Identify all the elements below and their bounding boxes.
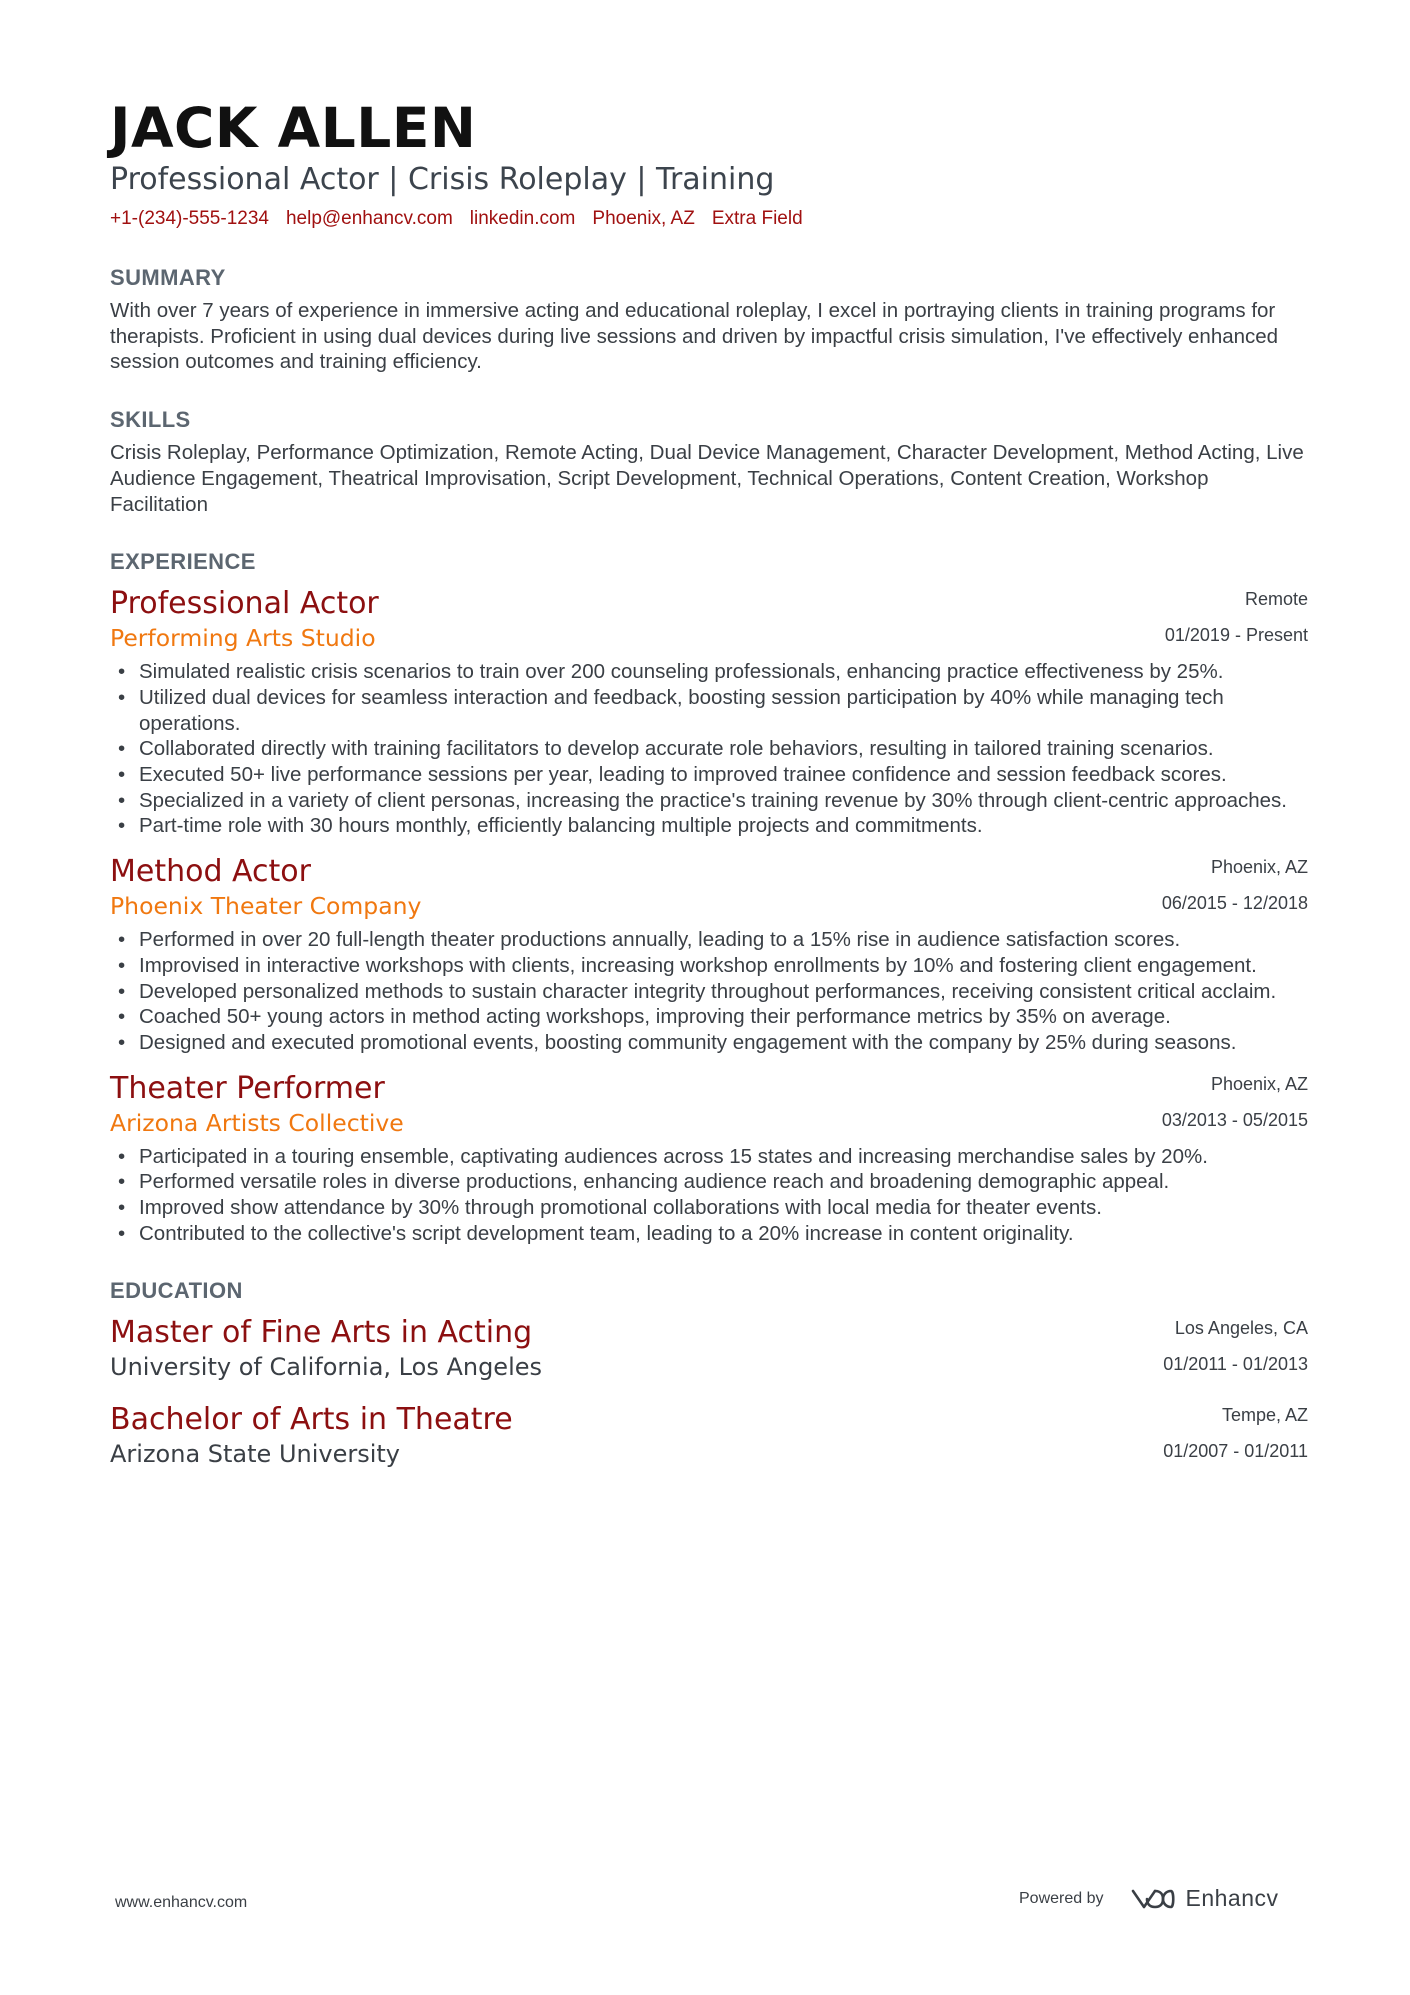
- school-location: Tempe, AZ: [1221, 1405, 1308, 1426]
- education-entry-header: [110, 1401, 1308, 1469]
- job-dates: 01/2019 - Present: [1164, 625, 1308, 646]
- job-bullet: • Performed versatile roles in diverse productions, enhancing audience reach and broadening demographic appeal.: [110, 1169, 1308, 1195]
- contact-row: [110, 206, 1308, 232]
- contact-extra-field: Extra Field: [711, 208, 803, 229]
- school-dates: 01/2011 - 01/2013: [1163, 1354, 1308, 1375]
- enhancv-brand-name: Enhancv: [1185, 1885, 1279, 1911]
- experience-entry: [110, 585, 1308, 839]
- candidate-headline: Professional Actor | Crisis Roleplay | Training: [110, 162, 775, 197]
- footer-branding[interactable]: [1019, 1885, 1279, 1912]
- skills-text: Crisis Roleplay, Performance Optimization, Remote Acting, Dual Device Management, Character Development, Method Acting, Live Audience Engagement, Theatrical Improvisation, Script Development, Technical Operations, Content Creation, Workshop Facilitation: [110, 441, 1304, 516]
- job-dates: 03/2013 - 05/2015: [1161, 1109, 1308, 1130]
- job-bullet: • Simulated realistic crisis scenarios to train over 200 counseling professionals, enhancing practice effectiveness by 25%.: [110, 659, 1308, 685]
- education-entry: [110, 1314, 1308, 1382]
- contact-linkedin[interactable]: linkedin.com: [469, 208, 576, 229]
- powered-by-label: Powered by: [1019, 1889, 1104, 1907]
- job-company: Performing Arts Studio: [110, 624, 376, 653]
- job-company: Phoenix Theater Company: [110, 892, 422, 921]
- job-title: Theater Performer: [110, 1070, 385, 1106]
- job-bullet: • Developed personalized methods to sustain character integrity throughout performances, receiving consistent critical acclaim.: [110, 979, 1308, 1005]
- school-location: Los Angeles, CA: [1174, 1318, 1308, 1339]
- experience-entry-header: [110, 585, 1308, 653]
- school-name: University of California, Los Angeles: [110, 1353, 543, 1382]
- job-bullet: • Improved show attendance by 30% through promotional collaborations with local media for theater events.: [110, 1195, 1308, 1221]
- experience-heading: EXPERIENCE: [110, 549, 256, 575]
- job-bullet: • Performed in over 20 full-length theater productions annually, leading to a 15% rise in audience satisfaction scores.: [110, 927, 1308, 953]
- job-bullet: • Contributed to the collective's script development team, leading to a 20% increase in content originality.: [110, 1221, 1308, 1247]
- summary-text: With over 7 years of experience in immersive acting and educational roleplay, I excel in portraying clients in training programs for therapists. Proficient in using dual devices during live sessions and driven by impactful crisis simulation, I've effectively enhanced session outcomes and training efficiency.: [110, 299, 1279, 374]
- job-bullet: • Designed and executed promotional events, boosting community engagement with the company by 25% during seasons.: [110, 1030, 1308, 1056]
- enhancv-logo-icon: [1130, 1887, 1176, 1911]
- school-dates: 01/2007 - 01/2011: [1163, 1441, 1308, 1462]
- education-entry-header: [110, 1314, 1308, 1382]
- footer-website[interactable]: www.enhancv.com: [115, 1894, 248, 1911]
- experience-entry-header: [110, 1070, 1308, 1138]
- education-entry: [110, 1401, 1308, 1469]
- job-bullet: • Specialized in a variety of client personas, increasing the practice's training revenue by 30% through client-centric approaches.: [110, 788, 1308, 814]
- resume-content: [110, 96, 1308, 1469]
- job-title: Professional Actor: [110, 586, 379, 622]
- experience-entry-header: [110, 853, 1308, 921]
- job-bullet: • Coached 50+ young actors in method acting workshops, improving their performance metrics by 35% on average.: [110, 1004, 1308, 1030]
- job-location: Phoenix, AZ: [1210, 857, 1308, 878]
- experience-entry: [110, 1070, 1308, 1247]
- job-bullet: • Part-time role with 30 hours monthly, efficiently balancing multiple projects and commitments.: [110, 813, 1308, 839]
- school-name: Arizona State University: [110, 1440, 401, 1469]
- job-company: Arizona Artists Collective: [110, 1108, 404, 1137]
- job-title: Method Actor: [110, 854, 311, 890]
- job-dates: 06/2015 - 12/2018: [1161, 893, 1308, 914]
- job-bullet: • Collaborated directly with training facilitators to develop accurate role behaviors, resulting in tailored training scenarios.: [110, 736, 1308, 762]
- job-bullet: • Executed 50+ live performance sessions per year, leading to improved trainee confidence and session feedback scores.: [110, 762, 1308, 788]
- contact-phone: +1-(234)-555-1234: [110, 208, 269, 229]
- job-bullet: • Utilized dual devices for seamless interaction and feedback, boosting session participation by 40% while managing tech operations.: [110, 685, 1308, 736]
- job-bullets: [110, 927, 1308, 1056]
- job-location: Phoenix, AZ: [1210, 1073, 1308, 1094]
- education-heading: EDUCATION: [110, 1278, 243, 1304]
- job-bullet: • Improvised in interactive workshops with clients, increasing workshop enrollments by 10% and fostering client engagement.: [110, 953, 1308, 979]
- degree-title: Master of Fine Arts in Acting: [110, 1315, 533, 1351]
- skills-heading: SKILLS: [110, 407, 191, 433]
- summary-heading: SUMMARY: [110, 265, 226, 290]
- candidate-name: JACK ALLEN: [110, 96, 477, 160]
- contact-location: Phoenix, AZ: [592, 208, 695, 229]
- experience-entry: [110, 853, 1308, 1056]
- contact-email[interactable]: help@enhancv.com: [285, 208, 453, 229]
- job-location: Remote: [1244, 589, 1308, 610]
- job-bullets: [110, 1144, 1308, 1247]
- job-bullet: • Participated in a touring ensemble, captivating audiences across 15 states and increasing merchandise sales by 20%.: [110, 1144, 1308, 1170]
- job-bullets: [110, 659, 1308, 839]
- degree-title: Bachelor of Arts in Theatre: [110, 1402, 513, 1438]
